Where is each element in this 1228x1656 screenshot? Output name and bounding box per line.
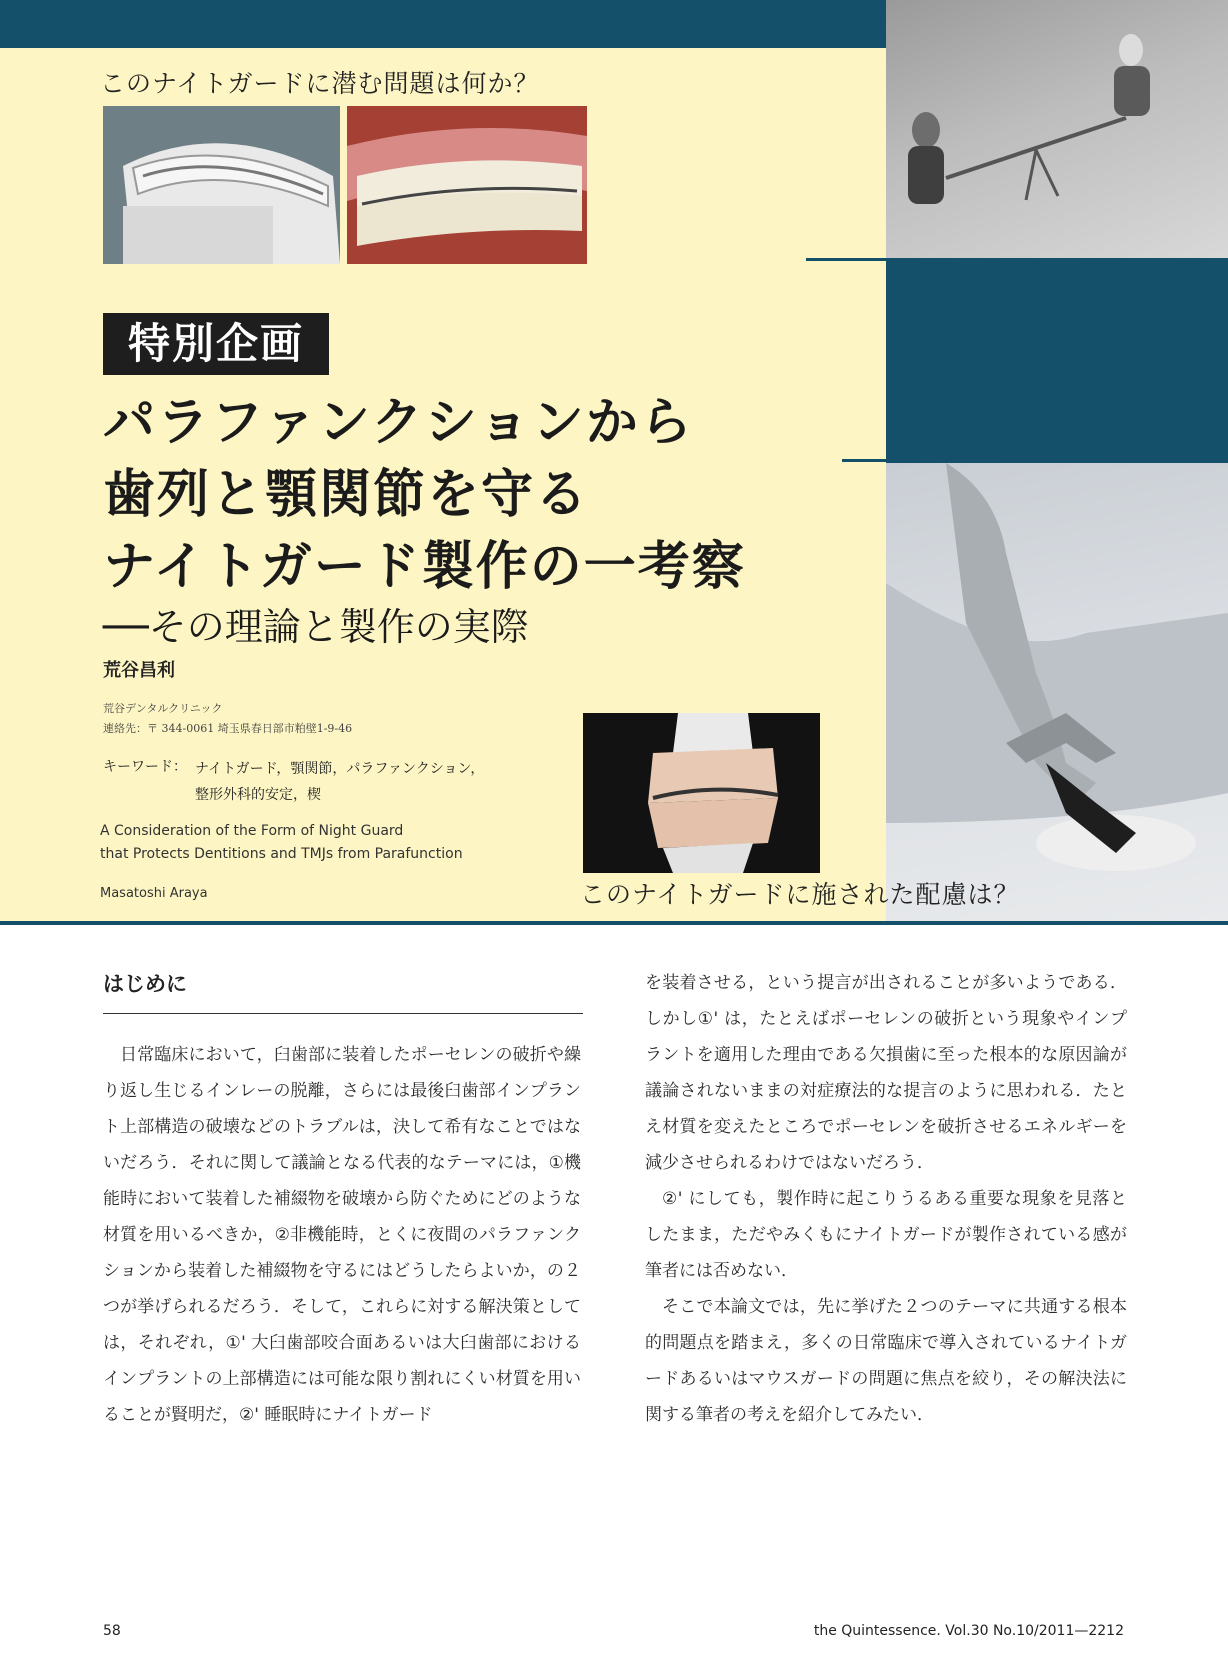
body-paragraph: を装着させる，という提言が出されることが多いようである．しかし①' は，たとえばポーセレンの破折という現象やインプラントを適用した理由である欠損歯に至った根本的な原因論が議論されないままの対症療法的な提言のように思われる．たとえ材質を変えたところでポーセレンを破折させるエネルギーを減少させられるわけではないだろう． — [645, 973, 1127, 1173]
body-paragraph: ②' にしても，製作時に起こりうるある重要な現象を見落としたまま，ただやみくもにナイトガードが製作されている感が筆者には否めない． — [645, 1189, 1127, 1281]
article-title-line-1: パラファンクションから — [103, 393, 694, 453]
body-paragraph: 日常臨床において，臼歯部に装着したポーセレンの破折や繰り返し生じるインレーの脱離，さらには最後臼歯部インプラント上部構造の破壊などのトラブルは，決して希有なことではないだろう．それに関して議論となる代表的なテーマには，①機能時において装着した補綴物を破壊から防ぐためにどのような材質を用いるべきか，②非機能時，とくに夜間のパラファンクションから装着した補綴物を守るにはどうしたらよいか，の２つが挙げられるだろう．そして，これらに対する解決策としては，それぞれ，①' 大臼歯部咬合面あるいは大臼歯部におけるインプラントの上部構造には可能な限り割れにくい材質を用いることが賢明だ，②' 睡眠時にナイトガード — [103, 1045, 581, 1425]
runner-photo — [886, 463, 1228, 925]
keywords-line-2: 整形外科的安定，楔 — [195, 787, 321, 803]
english-title-line-2: that Protects Dentitions and TMJs from Parafunction — [100, 846, 463, 862]
runner-illustration — [886, 463, 1228, 925]
body-column-right — [645, 965, 1127, 1433]
author-address: 連絡先：〒 344-0061 埼玉県春日部市粕壁1-9-46 — [103, 722, 353, 735]
body-column-left — [103, 1037, 581, 1433]
english-author-name: Masatoshi Araya — [100, 886, 208, 901]
article-title-line-2: 歯列と顎関節を守る — [103, 465, 590, 525]
english-title — [100, 820, 560, 866]
journal-citation: the Quintessence. Vol.30 No.10/2011—2212 — [813, 1623, 1124, 1639]
section-divider — [103, 1013, 583, 1014]
keywords-label: キーワード： — [103, 759, 187, 775]
header-band-border — [0, 921, 1228, 925]
intraoral-photo — [347, 106, 587, 264]
teal-accent-line — [842, 459, 892, 462]
special-feature-tag: 特別企画 — [103, 313, 329, 375]
seesaw-illustration — [886, 0, 1228, 258]
keywords — [195, 756, 575, 808]
keywords-line-1: ナイトガード，顎関節，パラファンクション， — [195, 761, 485, 777]
question-caption-top: このナイトガードに潜む問題は何か？ — [100, 69, 540, 98]
dental-model-photo — [103, 106, 340, 264]
seesaw-photo — [886, 0, 1228, 258]
page-number: 58 — [103, 1623, 121, 1639]
article-title-line-3: ナイトガード製作の一考察 — [103, 537, 746, 597]
teal-accent-line — [806, 258, 886, 261]
section-heading: はじめに — [103, 972, 187, 996]
teal-top-bar — [0, 0, 886, 48]
author-name: 荒谷昌利 — [103, 660, 175, 681]
author-clinic: 荒谷デンタルクリニック — [103, 702, 223, 715]
teal-panel — [886, 258, 1228, 463]
question-caption-bottom: このナイトガードに施された配慮は？ — [580, 880, 1020, 909]
night-guard-model-photo — [583, 713, 820, 873]
body-paragraph: そこで本論文では，先に挙げた２つのテーマに共通する根本的問題点を踏まえ，多くの日常臨床で導入されているナイトガードあるいはマウスガードの問題に焦点を絞り，その解決法に関する筆者の考えを紹介してみたい． — [645, 1297, 1127, 1425]
english-title-line-1: A Consideration of the Form of Night Guard — [100, 823, 404, 839]
article-subtitle: ──その理論と製作の実際 — [103, 605, 529, 649]
